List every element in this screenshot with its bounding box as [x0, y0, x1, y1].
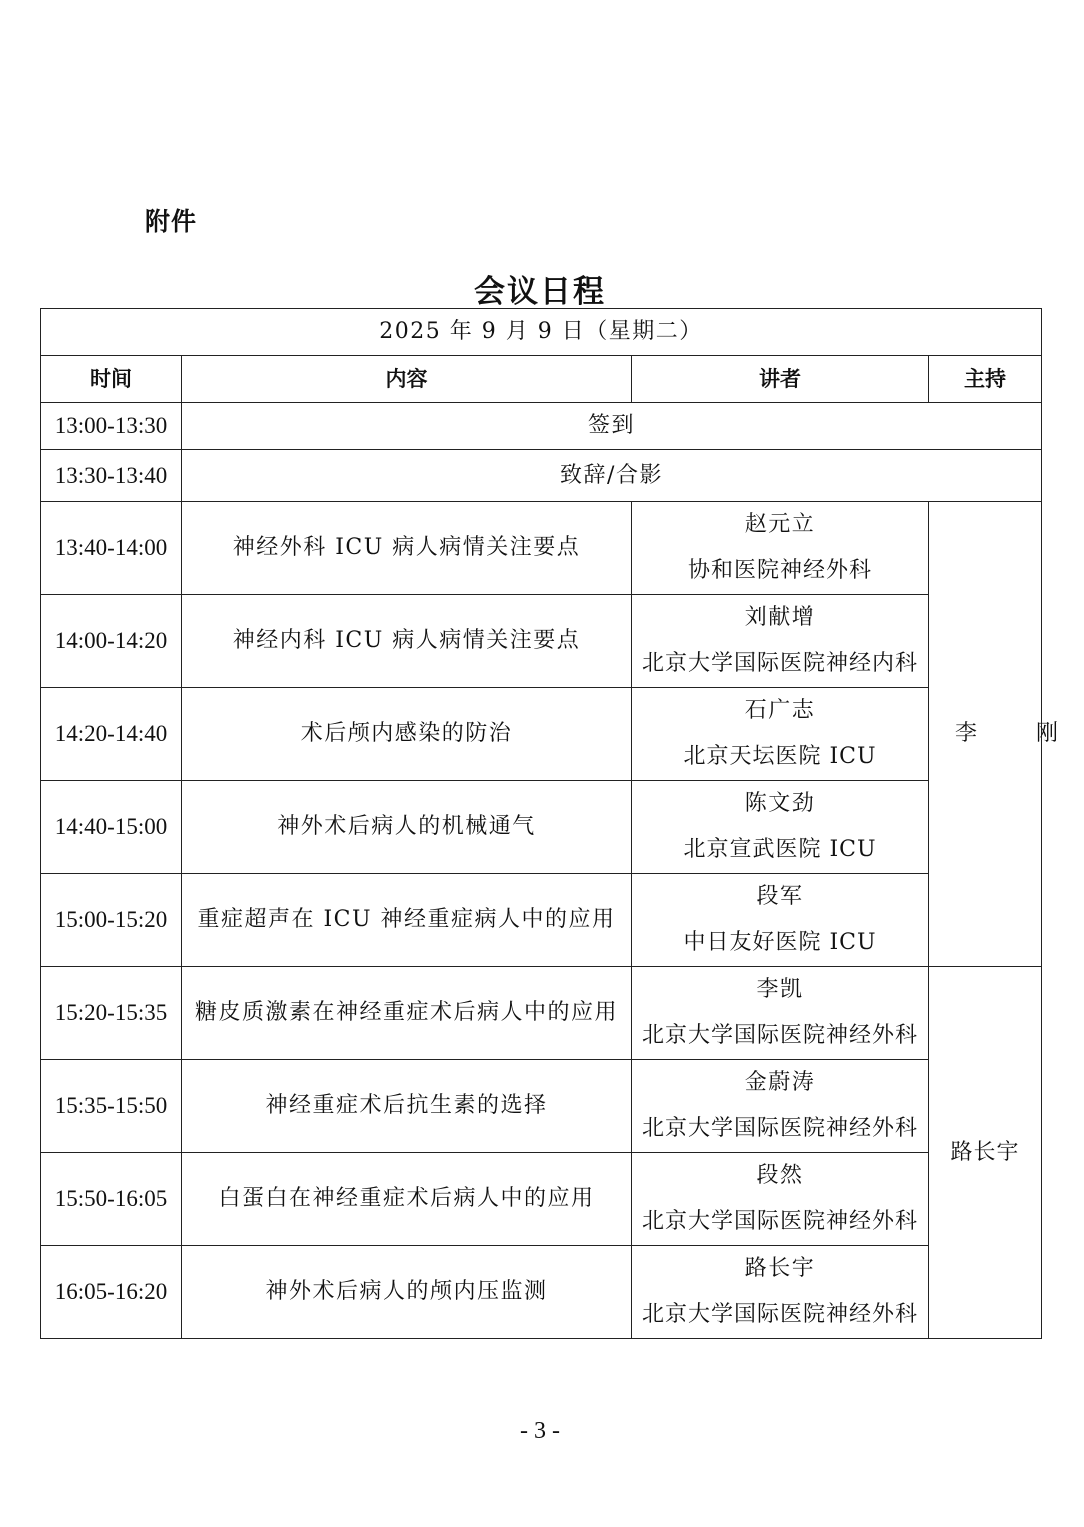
speaker-org: 北京大学国际医院神经外科 — [641, 1302, 918, 1327]
speaker-org: 北京大学国际医院神经内科 — [641, 651, 918, 676]
topic-cell: 术后颅内感染的防治 — [182, 688, 632, 781]
time-cell: 14:40-15:00 — [41, 781, 182, 874]
topic-cell: 神经内科 ICU 病人病情关注要点 — [182, 595, 632, 688]
speaker-cell — [632, 874, 929, 967]
table-row — [41, 595, 1042, 688]
topic-cell: 神经外科 ICU 病人病情关注要点 — [182, 502, 632, 595]
speaker-name: 赵元立 — [744, 512, 816, 537]
speaker-name: 李凯 — [756, 977, 804, 1002]
speaker-name: 刘献增 — [744, 605, 816, 630]
time-cell: 15:00-15:20 — [41, 874, 182, 967]
speaker-cell — [632, 1153, 929, 1246]
schedule-table — [40, 308, 1084, 1339]
attachment-label: 附件 — [145, 207, 198, 236]
speaker-name: 陈文劲 — [744, 791, 816, 816]
page-title: 会议日程 — [474, 274, 606, 310]
speaker-name: 路长宇 — [744, 1256, 816, 1281]
page-number: - 3 - — [520, 1418, 560, 1444]
content-cell: 致辞/合影 — [182, 450, 1042, 502]
topic-cell: 神外术后病人的机械通气 — [182, 781, 632, 874]
header-row — [41, 356, 1042, 403]
time-cell: 16:05-16:20 — [41, 1246, 182, 1339]
speaker-cell — [632, 595, 929, 688]
content-cell: 签到 — [182, 403, 1042, 450]
speaker-name: 石广志 — [744, 698, 816, 723]
table-row — [41, 502, 1042, 595]
topic-cell: 神外术后病人的颅内压监测 — [182, 1246, 632, 1339]
time-cell: 13:40-14:00 — [41, 502, 182, 595]
topic-cell: 神经重症术后抗生素的选择 — [182, 1060, 632, 1153]
speaker-org: 中日友好医院 ICU — [683, 930, 877, 955]
speaker-cell — [632, 1246, 929, 1339]
table-row — [41, 1060, 1042, 1153]
speaker-org: 协和医院神经外科 — [687, 558, 872, 583]
time-cell: 15:50-16:05 — [41, 1153, 182, 1246]
speaker-name: 金蔚涛 — [744, 1070, 816, 1095]
speaker-cell — [632, 781, 929, 874]
speaker-name: 段军 — [756, 884, 804, 909]
speaker-cell — [632, 1060, 929, 1153]
date-header: 2025 年 9 月 9 日（星期二） — [41, 309, 1042, 356]
time-cell: 15:35-15:50 — [41, 1060, 182, 1153]
speaker-cell — [632, 967, 929, 1060]
table-row — [41, 1153, 1042, 1246]
host-cell: 李 刚 — [929, 502, 1042, 967]
time-cell: 13:30-13:40 — [41, 450, 182, 502]
table-row — [41, 874, 1042, 967]
table-row — [41, 450, 1042, 502]
column-header-content: 内容 — [182, 356, 632, 403]
table-row — [41, 1246, 1042, 1339]
time-cell: 13:00-13:30 — [41, 403, 182, 450]
column-header-speaker: 讲者 — [632, 356, 929, 403]
table-row — [41, 967, 1042, 1060]
table-row — [41, 403, 1042, 450]
time-cell: 14:00-14:20 — [41, 595, 182, 688]
speaker-org: 北京宣武医院 ICU — [683, 837, 877, 862]
time-cell: 14:20-14:40 — [41, 688, 182, 781]
speaker-org: 北京大学国际医院神经外科 — [641, 1116, 918, 1141]
time-cell: 15:20-15:35 — [41, 967, 182, 1060]
host-cell: 路长宇 — [929, 967, 1042, 1339]
speaker-cell — [632, 502, 929, 595]
table-row — [41, 781, 1042, 874]
table-row — [41, 688, 1042, 781]
speaker-org: 北京大学国际医院神经外科 — [641, 1023, 918, 1048]
topic-cell: 重症超声在 ICU 神经重症病人中的应用 — [182, 874, 632, 967]
date-row — [41, 309, 1042, 356]
column-header-host: 主持 — [929, 356, 1042, 403]
speaker-org: 北京天坛医院 ICU — [683, 744, 877, 769]
speaker-org: 北京大学国际医院神经外科 — [641, 1209, 918, 1234]
topic-cell: 糖皮质激素在神经重症术后病人中的应用 — [182, 967, 632, 1060]
topic-cell: 白蛋白在神经重症术后病人中的应用 — [182, 1153, 632, 1246]
column-header-time: 时间 — [41, 356, 182, 403]
speaker-cell — [632, 688, 929, 781]
speaker-name: 段然 — [756, 1163, 804, 1188]
